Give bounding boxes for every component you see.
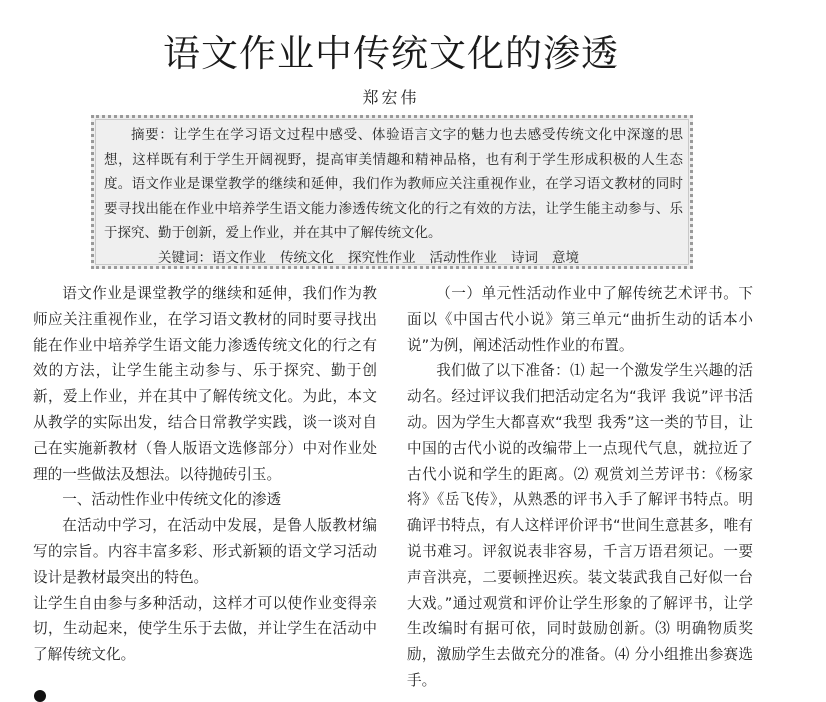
- left-column: [33, 281, 377, 668]
- keywords-label: 关键词：: [158, 249, 212, 266]
- body-paragraph: 我们做了以下准备：⑴ 起一个激发学生兴趣的活动名。经过评议我们把活动定名为“我评 我说”评书活动。因为学生大都喜欢“我型 我秀”这一类的节目，让中国的古代小说的改编带上一点现代气息，就拉近了古代小说和学生的距离。⑵ 观赏刘兰芳评书：《杨家将》《岳飞传》，从熟悉的评书入手了解评书特点。明确评书特点，有人这样评价评书“世间生意甚多，唯有说书难习。评叙说表非容易，千言万语君须记。一要声音洪亮，二要顿挫迟疾。装文装武我自己好似一台大戏。”通过观赏和评价让学生形象的了解评书，让学生改编时有据可依，同时鼓励创新。⑶ 明确物质奖励，激励学生去做充分的准备。⑷ 分小组推出参赛选手。: [407, 362, 753, 689]
- keyword: 意境: [552, 249, 579, 266]
- right-column: [407, 281, 753, 694]
- author-name: 郑宏伟: [362, 88, 420, 107]
- body-paragraph: 在活动中学习，在活动中发展，是鲁人版教材编写的宗旨。内容丰富多彩、形式新颖的语文学习活动设计是教材最突出的特色。: [33, 517, 377, 586]
- keyword: 诗词: [511, 249, 538, 266]
- body-paragraph: 让学生自由参与多种活动，这样才可以使作业变得亲切，生动起来，使学生乐于去做，并让学生在活动中了解传统文化。: [33, 594, 377, 664]
- subsection-paragraph: （一）单元性活动作业中了解传统艺术评书。下面以《中国古代小说》第三单元“曲折生动的话本小说”为例，阐述活动性作业的布置。: [407, 285, 753, 354]
- bullet-dot: [34, 690, 46, 702]
- keyword: 活动性作业: [429, 249, 497, 266]
- keyword: 探究性作业: [348, 249, 416, 266]
- page-title: 语文作业中传统文化的渗透: [163, 32, 619, 75]
- section-heading: 一、活动性作业中传统文化的渗透: [62, 491, 282, 509]
- keywords-line: [104, 246, 683, 270]
- abstract-box: [91, 115, 693, 269]
- keyword: 语文作业: [212, 249, 266, 266]
- body-paragraph: 语文作业是课堂教学的继续和延伸，我们作为教师应关注重视作业，在学习语文教材的同时要寻找出能在作业中培养学生语文能力渗透传统文化的行之有效的方法，让学生能主动参与、乐于探究、勤于创新，爱上作业，并在其中了解传统文化。为此，本文从教学的实际出发，结合日常教学实践，谈一谈对自己在实施新教材（鲁人版语文选修部分）中对作业处理的一些做法及想法。以待抛砖引玉。: [33, 285, 377, 483]
- keyword: 传统文化: [280, 249, 334, 266]
- abstract-text: 摘要：让学生在学习语文过程中感受、体验语言文字的魅力也去感受传统文化中深邃的思想，这样既有利于学生开阔视野，提高审美情趣和精神品格，也有利于学生形成积极的人生态度。语文作业是课堂教学的继续和延伸，我们作为教师应关注重视作业，在学习语文教材的同时要寻找出能在作业中培养学生语文能力渗透传统文化的行之有效的方法，让学生能主动参与、乐于探究、勤于创新，爱上作业，并在其中了解传统文化。: [104, 127, 683, 241]
